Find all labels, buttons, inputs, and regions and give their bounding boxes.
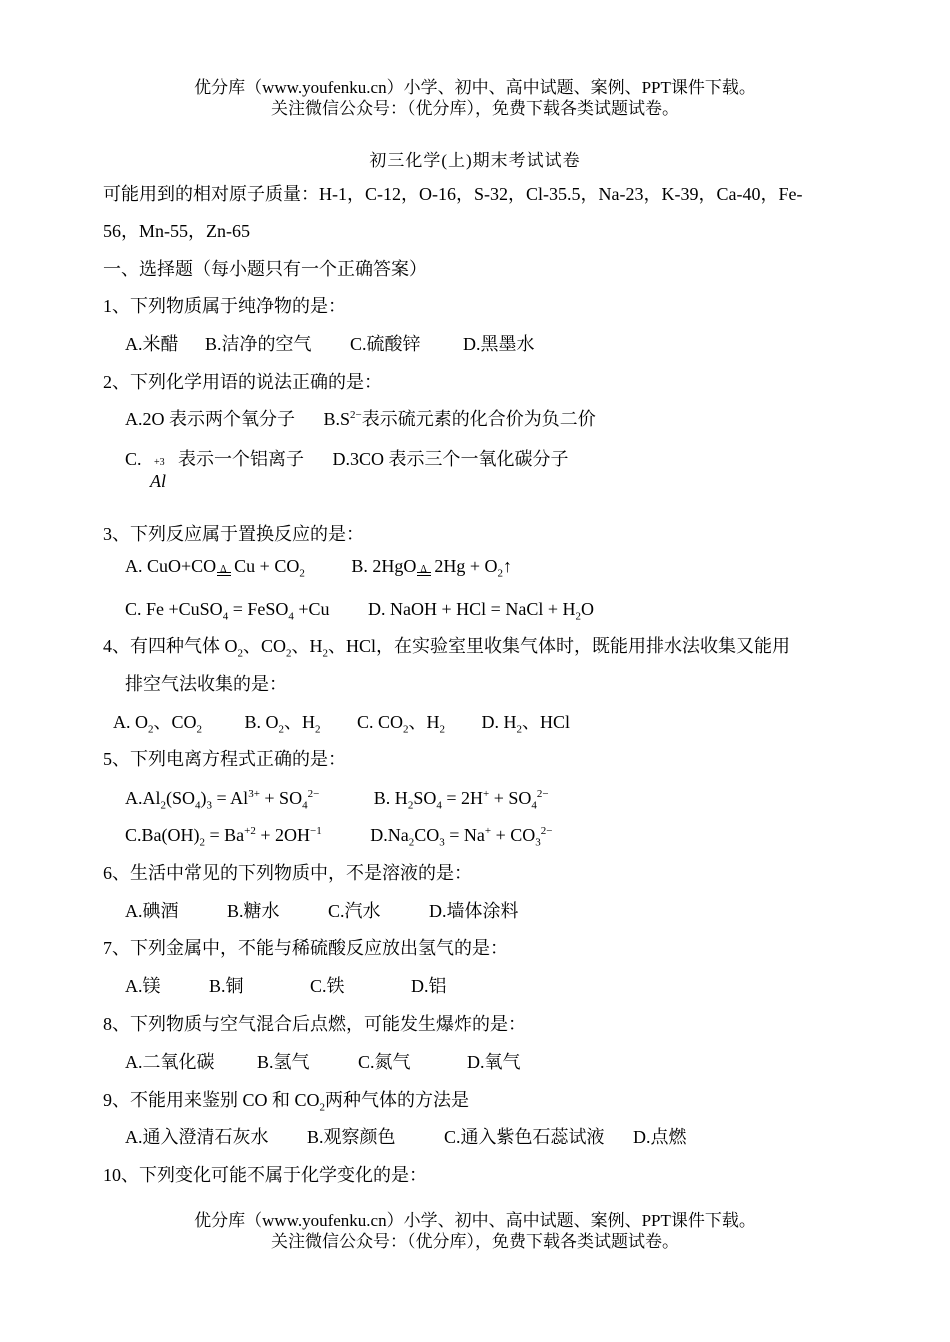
question-4-stem: 4、有四种气体 $O_2$、$CO_2$、$H_2$、HCl，在实验室里收集气体时，既能用排水法收集又能用 xyxy=(103,636,791,660)
heat-condition-icon: Δ xyxy=(216,555,234,577)
option-b: B. 2HgO Δ $2Hg + O_2↑$ xyxy=(351,556,513,580)
option-b: B.观察颜色 xyxy=(307,1127,396,1147)
option-d: $D.Na_2CO_3 = Na^+ + CO_3^{2-}$ xyxy=(370,825,553,849)
question-1-options xyxy=(125,333,535,355)
question-6-stem: 6、生活中常见的下列物质中，不是溶液的是： xyxy=(103,863,472,883)
question-9-options xyxy=(125,1126,687,1148)
option-c-label: C. xyxy=(125,449,142,469)
question-7-stem: 7、下列金属中，不能与稀硫酸反应放出氢气的是： xyxy=(103,938,508,958)
question-4-options xyxy=(113,711,571,736)
question-8-options xyxy=(125,1051,521,1073)
option-c: C.汽水 xyxy=(328,901,381,921)
section-heading: 一、选择题（每小题只有一个正确答案） xyxy=(103,259,427,279)
option-a: A.米醋 xyxy=(125,334,179,354)
option-c: C.硫酸锌 xyxy=(350,334,421,354)
footer-line-2: 关注微信公众号：（优分库），免费下载各类试题试卷。 xyxy=(271,1232,679,1251)
question-5-options-cd xyxy=(125,824,553,849)
option-a: A.镁 xyxy=(125,976,161,996)
option-d: D.氧气 xyxy=(467,1052,521,1072)
question-3-stem: 3、下列反应属于置换反应的是： xyxy=(103,524,364,544)
option-a: A. $O_2$、$CO_2$ xyxy=(113,712,203,736)
option-b: B.糖水 xyxy=(227,901,280,921)
question-5-options-ab xyxy=(125,787,549,812)
question-1-stem: 1、下列物质属于纯净物的是： xyxy=(103,296,346,316)
header-line-2: 关注微信公众号：（优分库），免费下载各类试题试卷。 xyxy=(271,99,679,118)
option-b: B. $O_2$、$H_2$ xyxy=(244,712,321,736)
option-b: B. $H_2SO_4 = 2H^+ + SO_4^{2-}$ xyxy=(373,788,549,812)
option-a: $A.Al_2(SO_4)_3 = Al^{3+} + SO_4^{2-}$ xyxy=(125,788,320,812)
atomic-masses-line-2: 56，Mn-55，Zn-65 xyxy=(103,221,250,241)
option-a: A.通入澄清石灰水 xyxy=(125,1127,269,1147)
option-b: $B.S^{2-}$表示硫元素的化合价为负二价 xyxy=(323,409,596,429)
question-6-options xyxy=(125,900,519,922)
option-d: D.3CO 表示三个一氧化碳分子 xyxy=(332,449,569,469)
option-d: D. $H_2$、HCl xyxy=(481,712,571,736)
question-5-stem: 5、下列电离方程式正确的是： xyxy=(103,749,346,769)
option-d: D.黑墨水 xyxy=(463,334,535,354)
header-line-1: 优分库（www.youfenku.cn）小学、初中、高中试题、案例、PPT课件下载。 xyxy=(194,78,756,97)
option-d: D.铝 xyxy=(411,976,447,996)
option-c: C.铁 xyxy=(310,976,345,996)
option-b: B.铜 xyxy=(209,976,244,996)
question-3-options-cd xyxy=(125,598,594,623)
option-d: D. NaOH + HCl = NaCl + $H_2O$ xyxy=(368,599,594,623)
question-3-options-ab xyxy=(125,555,513,580)
option-b: B.氢气 xyxy=(257,1052,310,1072)
question-9-stem: 9、不能用来鉴别 CO 和 $CO_2$两种气体的方法是 xyxy=(103,1090,470,1114)
exam-title: 初三化学(上)期末考试试卷 xyxy=(369,151,581,170)
option-d: D.墙体涂料 xyxy=(429,901,519,921)
question-7-options xyxy=(125,975,447,997)
question-8-stem: 8、下列物质与空气混合后点燃，可能发生爆炸的是： xyxy=(103,1014,526,1034)
question-2-stem: 2、下列化学用语的说法正确的是： xyxy=(103,372,382,392)
aluminum-valence-symbol: +3 Al xyxy=(150,457,166,491)
question-4-stem-cont: 排空气法收集的是： xyxy=(125,674,287,694)
option-a: A.二氧化碳 xyxy=(125,1052,215,1072)
option-a: A. CuO+CO Δ $Cu + CO_2$ xyxy=(125,556,305,580)
option-a: A.2O 表示两个氧分子 xyxy=(125,409,295,429)
atomic-masses-line-1: 可能用到的相对原子质量：H-1，C-12，O-16，S-32，Cl-35.5，Na-23，K-39，Ca-40，Fe- xyxy=(103,184,803,204)
option-c: C.通入紫色石蕊试液 xyxy=(444,1127,605,1147)
option-d: D.点燃 xyxy=(633,1127,687,1147)
option-b: B.洁净的空气 xyxy=(205,334,312,354)
heat-condition-icon: Δ xyxy=(416,555,434,577)
option-c: C. Fe +CuSO$_4$ = FeSO$_4$ +Cu xyxy=(125,599,330,623)
question-2-options-ab xyxy=(125,408,596,430)
option-c-text: 表示一个铝离子 xyxy=(178,449,304,469)
question-10-stem: 10、下列变化可能不属于化学变化的是： xyxy=(103,1165,427,1185)
option-a: A.碘酒 xyxy=(125,901,179,921)
footer-line-1: 优分库（www.youfenku.cn）小学、初中、高中试题、案例、PPT课件下载。 xyxy=(194,1211,756,1230)
option-c: C.氮气 xyxy=(358,1052,411,1072)
option-c: $C.Ba(OH)_2 = Ba^{+2} + 2OH^{-1}$ xyxy=(125,825,322,849)
question-2-options-cd xyxy=(178,448,569,470)
option-c: C. $CO_2$、$H_2$ xyxy=(357,712,446,736)
